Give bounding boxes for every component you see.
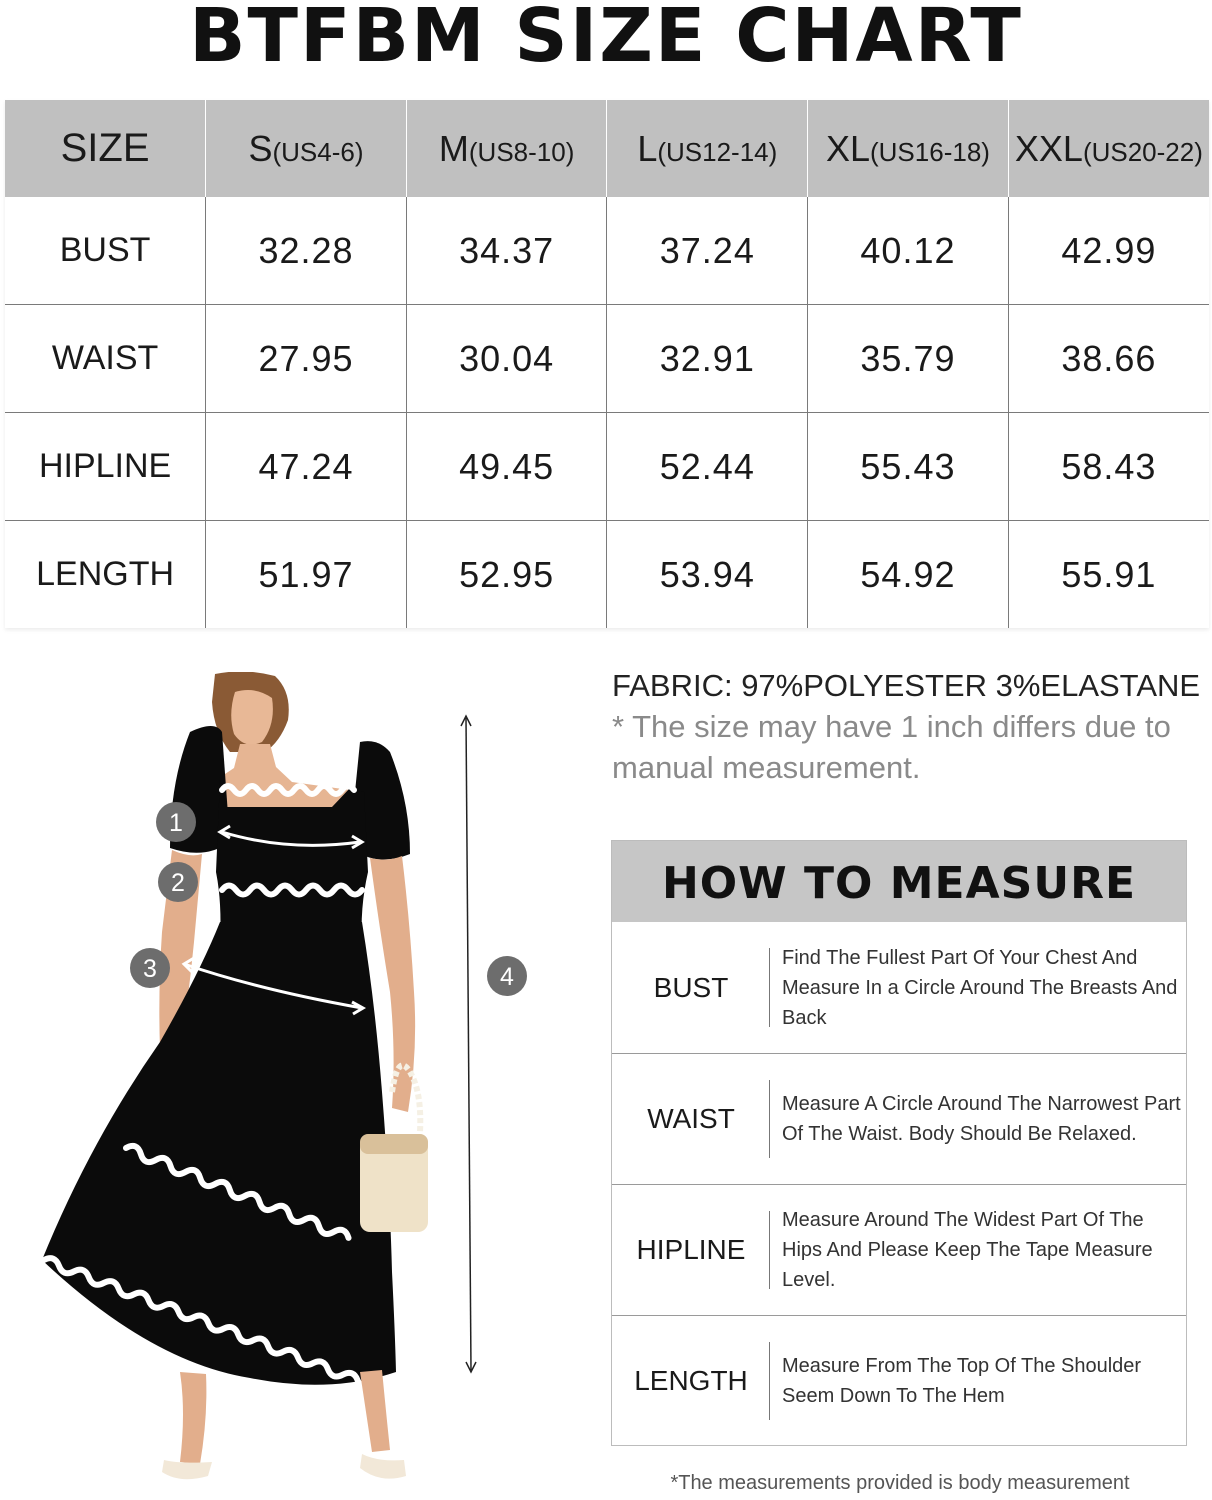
- page-title: BTFBM SIZE CHART: [189, 0, 1023, 79]
- footnote: *The measurements provided is body measurement: [670, 1472, 1130, 1494]
- table-row-length: [5, 521, 1209, 629]
- how-to-measure-panel: [611, 840, 1187, 1446]
- table-row-bust: [5, 197, 1209, 305]
- row-label: HIPLINE: [5, 413, 206, 521]
- marker-3: [130, 948, 170, 988]
- table-cell: 42.99: [1008, 197, 1209, 305]
- divider: [769, 1080, 770, 1158]
- size-name: L: [637, 127, 658, 169]
- table-cell: 38.66: [1008, 305, 1209, 413]
- measure-label: HIPLINE: [636, 1234, 746, 1265]
- left-sandal: [162, 1460, 212, 1479]
- left-leg: [180, 1372, 206, 1464]
- size-us-range: (US8-10): [468, 136, 575, 167]
- size-note: * The size may have 1 inch differs due to manual measurement.: [612, 709, 1171, 785]
- right-leg: [360, 1370, 390, 1452]
- measure-description: Measure A Circle Around The Narrowest Part Of The Waist. Body Should Be Relaxed.: [782, 1093, 1181, 1145]
- size-us-range: (US4-6): [272, 136, 364, 167]
- table-cell: 53.94: [607, 521, 808, 629]
- divider: [769, 1342, 770, 1420]
- table-row-hipline: [5, 413, 1209, 521]
- marker-number: 3: [143, 955, 157, 983]
- table-cell: 34.37: [406, 197, 607, 305]
- marker-2: [158, 862, 198, 902]
- row-label: WAIST: [5, 305, 206, 413]
- marker-number: 1: [169, 809, 183, 837]
- measure-row-bust: [612, 922, 1186, 1053]
- size-col-xl: [808, 100, 1009, 197]
- row-label: BUST: [59, 231, 151, 269]
- table-cell: 37.24: [607, 197, 808, 305]
- table-cell: 30.04: [406, 305, 607, 413]
- table-cell: 52.95: [406, 521, 607, 629]
- table-row-waist: [5, 305, 1209, 413]
- measure-label: BUST: [653, 971, 729, 1003]
- marker-number: 4: [500, 963, 514, 991]
- size-header-row: [5, 100, 1209, 197]
- marker-1: [156, 802, 196, 842]
- measure-label: LENGTH: [634, 1365, 748, 1396]
- size-col-xxl: [1008, 100, 1209, 197]
- size-name: XXL: [1014, 127, 1083, 169]
- size-header-label: SIZE: [5, 100, 206, 197]
- size-col-s: [206, 100, 407, 197]
- table-cell: 32.28: [206, 197, 407, 305]
- measure-row-hipline: [612, 1184, 1186, 1315]
- how-to-measure-title: HOW TO MEASURE: [612, 841, 1186, 922]
- measure-row-waist: [612, 1053, 1186, 1184]
- divider: [769, 948, 770, 1027]
- dress-skirt: [42, 922, 396, 1385]
- marker-4: [487, 956, 527, 996]
- measure-description: Measure Around The Widest Part Of The Hips And Please Keep The Tape Measure Level.: [782, 1209, 1153, 1291]
- table-cell: 32.91: [607, 305, 808, 413]
- table-cell: 47.24: [206, 413, 407, 521]
- table-cell: 35.79: [808, 305, 1009, 413]
- table-cell: 55.91: [1008, 521, 1209, 629]
- fabric-composition: FABRIC: 97%POLYESTER 3%ELASTANE: [612, 668, 1201, 703]
- table-cell: 58.43: [1008, 413, 1209, 521]
- table-cell: 54.92: [808, 521, 1009, 629]
- right-sandal: [360, 1454, 406, 1479]
- table-cell: 52.44: [607, 413, 808, 521]
- table-cell: 27.95: [206, 305, 407, 413]
- size-col-m: [406, 100, 607, 197]
- table-cell: 40.12: [808, 197, 1009, 305]
- size-name: M: [438, 127, 469, 169]
- measure-label: WAIST: [647, 1103, 735, 1134]
- size-col-l: [607, 100, 808, 197]
- size-us-range: (US20-22): [1082, 136, 1203, 167]
- length-measure-line: [466, 718, 471, 1370]
- table-cell: 51.97: [206, 521, 407, 629]
- divider: [769, 1211, 770, 1289]
- measure-description: Find The Fullest Part Of Your Chest And Measure In a Circle Around The Breasts And Back: [782, 946, 1178, 1029]
- size-us-range: (US16-18): [870, 136, 990, 167]
- dress-illustration: [30, 672, 550, 1487]
- measure-description: Measure From The Top Of The Shoulder Seem Down To The Hem: [782, 1355, 1142, 1407]
- size-name: S: [248, 127, 273, 169]
- measure-row-length: [612, 1315, 1186, 1446]
- model-head: [212, 672, 289, 752]
- row-label: LENGTH: [5, 521, 206, 629]
- table-cell: 49.45: [406, 413, 607, 521]
- size-chart-table: [5, 100, 1209, 628]
- model-neck: [216, 744, 350, 810]
- size-us-range: (US12-14): [657, 136, 778, 167]
- size-name: XL: [825, 127, 870, 169]
- marker-number: 2: [171, 869, 185, 897]
- table-cell: 55.43: [808, 413, 1009, 521]
